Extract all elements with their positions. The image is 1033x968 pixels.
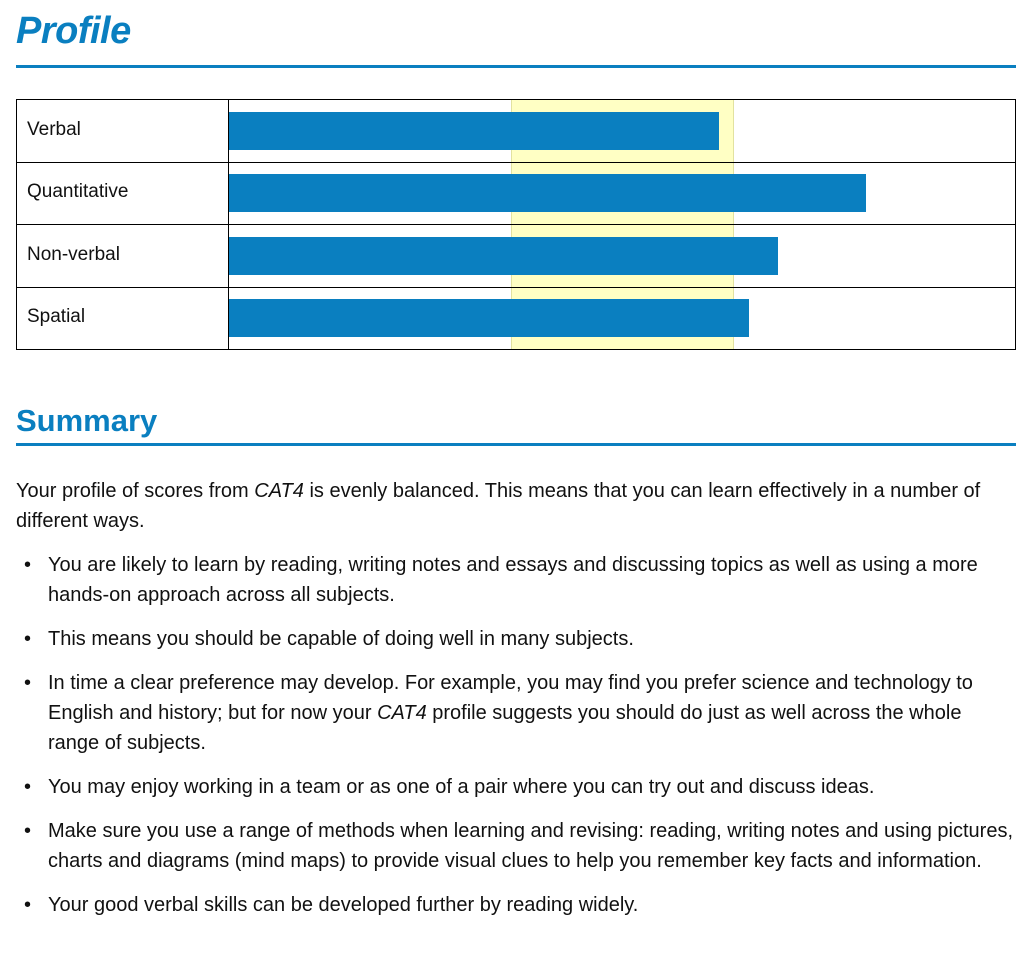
summary-heading: Summary [16,403,158,438]
profile-chart [16,99,1016,350]
bullet-dot-icon: • [24,894,32,916]
score-bar-spatial [229,299,749,337]
summary-heading-rule [16,443,1016,446]
row-label-quantitative: Quantitative [27,181,129,202]
summary-list [16,550,1016,920]
score-bar-quantitative [229,174,866,212]
profile-heading-rule [16,65,1016,68]
bullet-dot-icon: • [24,776,32,798]
row-divider [17,224,1015,225]
row-label-spatial: Spatial [27,306,86,327]
bullet-dot-icon: • [24,554,32,576]
summary-bullet: • In time a clear preference may develop. For example, you may find you prefer science and technology to English and history; but for now your CAT4 profile suggests you should do just as well across the whole range of subjects. [16,668,1016,758]
row-label-verbal: Verbal [27,119,81,140]
summary-intro: Your profile of scores from CAT4 is evenly balanced. This means that you can learn effectively in a number of different ways. [16,480,981,532]
score-bar-verbal [229,112,719,150]
summary-bullet: • Make sure you use a range of methods when learning and revising: reading, writing notes and using pictures, charts and diagrams (mind maps) to provide visual clues to help you remember key facts and information. [16,816,1016,876]
summary-body [16,476,1016,920]
row-divider [17,162,1015,163]
score-bar-non-verbal [229,237,778,275]
summary-bullet: • You are likely to learn by reading, writing notes and essays and discussing topics as well as using a more hands-on approach across all subjects. [16,550,1016,610]
summary-bullet: • You may enjoy working in a team or as one of a pair where you can try out and discuss ideas. [16,772,1016,802]
summary-bullet: • Your good verbal skills can be developed further by reading widely. [16,890,1016,920]
bullet-dot-icon: • [24,820,32,842]
row-label-non-verbal: Non-verbal [27,244,120,265]
bullet-dot-icon: • [24,672,32,694]
bullet-dot-icon: • [24,628,32,650]
profile-heading: Profile [16,10,131,52]
row-divider [17,287,1015,288]
summary-bullet: • This means you should be capable of doing well in many subjects. [16,624,1016,654]
